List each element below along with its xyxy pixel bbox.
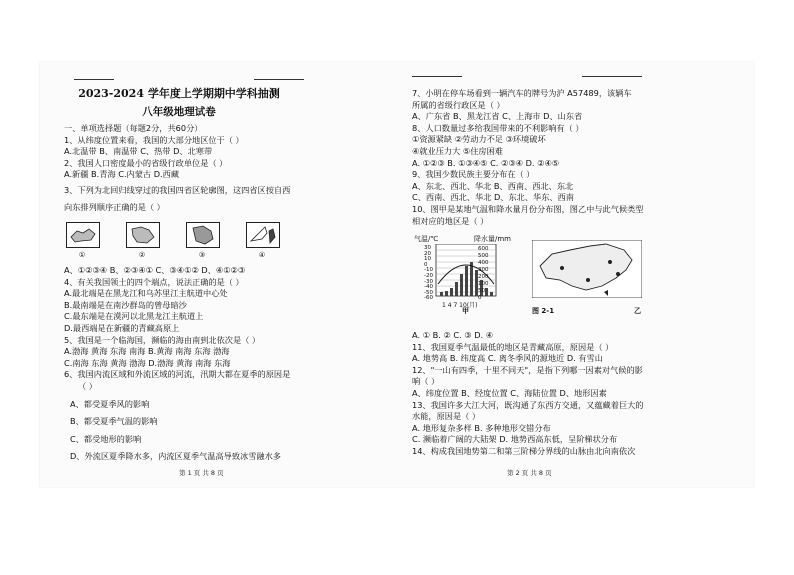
question-line: 4、有关我国领土的四个端点，说法正确的是（ ） — [64, 276, 244, 287]
option-line: C.南海 东海 黄海 渤海 D.渤海 黄海 南海 东海 — [64, 357, 231, 368]
question-line: 所属的省级行政区是（ ） — [412, 99, 505, 110]
map-label: ④ — [258, 251, 266, 259]
answer-blank: （ ） — [78, 380, 97, 391]
province-outline-icon — [187, 223, 219, 247]
exam-subtitle: 八年级地理试卷 — [142, 106, 216, 118]
questions-3-6 — [64, 265, 290, 463]
question-line: 11、我国夏季气温最低的地区是青藏高原，原因是（ ） — [412, 341, 614, 352]
tick-label: 500 — [478, 253, 489, 259]
page-footer: 第 2 页 共 8 页 — [507, 469, 552, 477]
option-line: B.最南端是在南沙群岛的曾母暗沙 — [64, 299, 187, 310]
caption-jia: 甲 — [462, 307, 469, 315]
question-line: 9、我国少数民族主要分布在（ ） — [412, 169, 535, 180]
top-rule — [582, 76, 642, 77]
question-line: 2、我国人口密度最小的省级行政单位是（ ） — [64, 157, 228, 168]
option-line: D.最西端是在新疆的青藏高原上 — [64, 322, 180, 333]
top-rule — [254, 79, 304, 80]
tick-label: 30 — [424, 245, 431, 251]
map-label: ② — [138, 251, 146, 259]
province-maps — [64, 222, 304, 262]
option-line: ①资源紧缺 ②劳动力不足 ③环境破坏 — [412, 134, 546, 145]
tick-label: 200 — [478, 274, 489, 280]
question-line: 6、我国内流区域和外流区域的河流，汛期大都在夏季的原因是 — [64, 369, 291, 380]
question-line: 5、我国是一个临海国，濒临的海由南到北依次是（ ） — [64, 334, 261, 345]
china-map — [532, 240, 642, 298]
option-line: A.北温带 B、南温带 C、热带 D、北寒带 — [64, 146, 213, 157]
top-rule — [412, 76, 462, 77]
option-line: A.渤海 黄海 东海 南海 B.黄海 南海 东海 渤海 — [64, 346, 230, 357]
question-line: 1、从纬度位置来看，我国的大部分地区位于（ ） — [64, 134, 244, 145]
option-line: ④就业压力大 ⑤住房困难 — [412, 145, 503, 156]
caption-yi: 乙 — [634, 307, 641, 315]
map-label: ③ — [198, 251, 206, 259]
question-line: 相对应的地区是（ ） — [412, 215, 489, 226]
province-map-1 — [66, 222, 100, 248]
province-outline-icon — [247, 223, 279, 247]
questions-1-3 — [64, 123, 290, 213]
tick-label: 0 — [478, 295, 482, 301]
province-outline-icon — [67, 223, 99, 247]
questions-10-14 — [412, 330, 643, 458]
option-line: A.最北端是在黑龙江和乌苏里江主航道中心处 — [64, 288, 228, 299]
option-line: C.最东端是在漠河以北黑龙江主航道上 — [64, 311, 204, 322]
option-line: A. 地形复杂多样 B. 多种地形交错分布 — [412, 422, 551, 433]
climate-chart — [426, 244, 506, 300]
tick-label: -30 — [424, 278, 433, 285]
tick-label: -40 — [424, 284, 433, 291]
tick-label: 50 — [478, 288, 485, 294]
tick-label: 100 — [478, 281, 489, 287]
question-line: 一、单项选择题（每题2分，共60分） — [64, 123, 203, 133]
tick-label: 400 — [478, 260, 489, 266]
province-outline-icon — [127, 223, 159, 247]
tick-label: -20 — [424, 273, 433, 279]
province-map-2 — [126, 222, 160, 248]
option-line: C、西南、西北、华北 D、东北、华东、西南 — [412, 192, 574, 203]
option-line: A. ① B. ② C. ③ D. ④ — [412, 330, 494, 340]
option-line: A、①②③④ B、②③④① C、③④①② D、④①②③ — [64, 265, 246, 275]
option-line: A、广东省 B、黑龙江省 C、上海市 D、山东省 — [412, 111, 583, 122]
question-line: 水能，原因是（ ） — [412, 411, 481, 422]
top-rule — [74, 79, 114, 80]
province-map-4 — [246, 222, 280, 248]
option-line: A. ①②③ B. ①③④⑤ C. ②③④ D. ②④⑤ — [412, 157, 560, 168]
question-line: 12、"一山有四季，十里不同天"，是指下列哪一因素对气候的影 — [412, 364, 643, 375]
question-line: 3、下列为北回归线穿过的我国四省区轮廓图，这四省区按自西 — [64, 184, 291, 195]
exam-sheet — [40, 62, 754, 487]
tick-label: 0 — [424, 261, 428, 268]
tick-label: -10 — [424, 267, 433, 274]
option-line: A、纬度位置 B、经度位置 C、海陆位置 D、地形因素 — [412, 387, 607, 398]
map-label: ① — [78, 251, 86, 259]
option-line: A、都受夏季风的影响 — [70, 398, 150, 409]
question-line: 10、图甲是某地气温和降水量月份分布图，图乙中与此气候类型 — [412, 203, 644, 214]
question-line: 13、我国许多大江大河，既沟通了东西方交通，又蕴藏着巨大的 — [412, 399, 644, 410]
option-line: A. 地势高 B. 纬度高 C. 离冬季风的源地近 D. 有雪山 — [412, 353, 603, 364]
month-axis-label: 1 4 7 10(月) — [442, 302, 478, 309]
precipitation-axis-label: 降水量/mm — [474, 235, 511, 243]
option-line: B、都受夏季气温的影响 — [70, 416, 158, 427]
option-line: C. 濒临着广阔的大陆架 D. 地势西高东低，呈阶梯状分布 — [412, 434, 618, 445]
question-line: 7、小明在停车场看到一辆汽车的牌号为沪 A57489，该辆车 — [412, 88, 632, 98]
exam-title: 2023-2024 学年度上学期期中学科抽测 — [78, 87, 280, 100]
question-line: 8、人口数量过多给我国带来的不利影响有（ ） — [412, 122, 584, 133]
tick-label: -50 — [424, 289, 433, 296]
question-line: 14、构成我国地势第二和第三阶梯分界线的山脉由北向南依次 — [412, 445, 636, 456]
tick-label: 600 — [478, 246, 489, 252]
province-map-3 — [186, 222, 220, 248]
questions-7-10 — [412, 88, 643, 227]
tick-label: 300 — [478, 267, 489, 273]
tick-label: -60 — [424, 295, 433, 302]
figure-2-1 — [412, 234, 652, 320]
option-line: A、东北、西北、华北 B、西南、西北、东北 — [412, 180, 574, 191]
option-line: C、都受地形的影响 — [70, 433, 142, 444]
figure-label: 图 2-1 — [532, 307, 555, 315]
tick-label: 10 — [424, 256, 431, 263]
tick-label: 20 — [424, 250, 431, 257]
temperature-axis-label: 气温/℃ — [414, 235, 439, 243]
question-line: 响（ ） — [412, 376, 440, 387]
page-footer: 第 1 页 共 8 页 — [179, 469, 224, 477]
question-line: 向东排列顺序正确的是（ ） — [64, 201, 165, 212]
option-line: A.新疆 B.青海 C.内蒙古 D.西藏 — [64, 169, 180, 180]
option-line: D、外流区夏季降水多，内流区夏季气温高导致冰雪融水多 — [70, 451, 281, 462]
